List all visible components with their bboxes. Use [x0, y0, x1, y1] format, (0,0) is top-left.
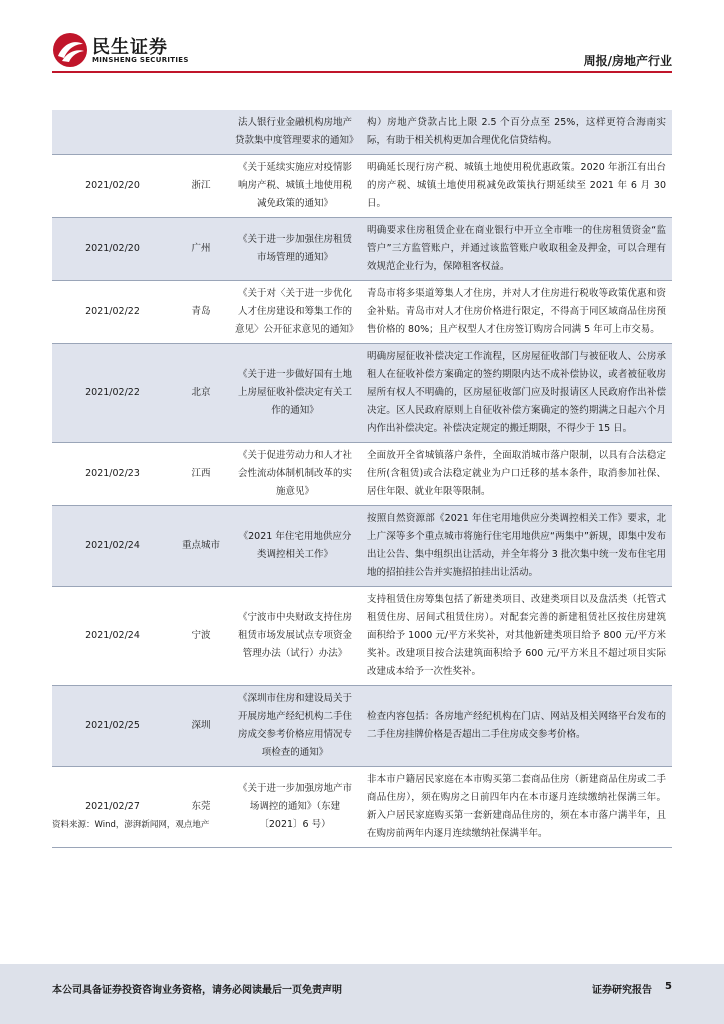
- logo-chinese-name: 民生证券: [92, 37, 168, 58]
- document-cell: 《关于延续实施应对疫情影响房产税、城镇土地使用税减免政策的通知》: [229, 155, 361, 218]
- region-cell: 江西: [173, 443, 229, 506]
- table-row: [52, 767, 672, 848]
- date-cell: 2021/02/25: [52, 686, 173, 767]
- content-cell: 明确房屋征收补偿决定工作流程，区房屋征收部门与被征收人、公房承租人在征收补偿方案确定的签约期限内达不成补偿协议，或者被征收房屋所有权人不明确的，区房屋征收部门应及时报请区人民政府作出补偿决定。区人民政府原则上自征收补偿方案确定的签约期满之日起六个月内作出补偿决定。补偿决定规定的搬迁期限，不得少于 15 日。: [361, 344, 672, 443]
- date-cell: 2021/02/22: [52, 281, 173, 344]
- report-type: 周报/房地产行业: [583, 54, 672, 68]
- document-cell: 《关于对〈关于进一步优化人才住房建设和筹集工作的意见〉公开征求意见的通知》: [229, 281, 361, 344]
- document-cell: 法人银行业金融机构房地产贷款集中度管理要求的通知》: [229, 110, 361, 155]
- document-cell: 《关于进一步加强住房租赁市场管理的通知》: [229, 218, 361, 281]
- document-cell: 《关于进一步加强房地产市场调控的通知》（东建〔2021〕6 号）: [229, 767, 361, 848]
- document-cell: 《深圳市住房和建设局关于开展房地产经纪机构二手住房成交参考价格应用情况专项检查的通知》: [229, 686, 361, 767]
- table-row: [52, 587, 672, 686]
- date-cell: 2021/02/20: [52, 155, 173, 218]
- date-cell: 2021/02/24: [52, 506, 173, 587]
- content-cell: 青岛市将多渠道筹集人才住房，并对人才住房进行税收等政策优惠和资金补贴。青岛市对人才住房价格进行限定，不得高于同区域商品住房预售价格的 80%；且产权型人才住房签订购房合同满 5 年可上市交易。: [361, 281, 672, 344]
- minsheng-logo-icon: [52, 32, 88, 68]
- date-cell: [52, 110, 173, 155]
- region-cell: 东莞: [173, 767, 229, 848]
- document-cell: 《关于进一步做好国有土地上房屋征收补偿决定有关工作的通知》: [229, 344, 361, 443]
- content-cell: 按照自然资源部《2021 年住宅用地供应分类调控相关工作》要求，北上广深等多个重点城市将施行住宅用地供应“两集中”新规，即集中发布出让公告、集中组织出让活动，并全年将分 3 批次集中统一发布住宅用地的招拍挂公告并实施招拍挂出让活动。: [361, 506, 672, 587]
- page-number: 5: [665, 981, 672, 992]
- region-cell: 北京: [173, 344, 229, 443]
- date-cell: 2021/02/23: [52, 443, 173, 506]
- content-cell: 检查内容包括：各房地产经纪机构在门店、网站及相关网络平台发布的二手住房挂牌价格是否超出二手住房成交参考价格。: [361, 686, 672, 767]
- document-cell: 《关于促进劳动力和人才社会性流动体制机制改革的实施意见》: [229, 443, 361, 506]
- region-cell: 深圳: [173, 686, 229, 767]
- logo-english-name: MINSHENG SECURITIES: [92, 56, 189, 64]
- footer-disclaimer: 本公司具备证券投资咨询业务资格，请务必阅读最后一页免责声明: [52, 985, 342, 996]
- region-cell: 重点城市: [173, 506, 229, 587]
- region-cell: 浙江: [173, 155, 229, 218]
- content-cell: 构）房地产贷款占比上限 2.5 个百分点至 25%，这样更符合海南实际，有助于相关机构更加合理优化信贷结构。: [361, 110, 672, 155]
- region-cell: [173, 110, 229, 155]
- company-logo: [52, 32, 202, 68]
- source-note: 资料来源：Wind，澎湃新闻网，观点地产: [52, 820, 210, 830]
- content-cell: 明确要求住房租赁企业在商业银行中开立全市唯一的住房租赁资金“监管户”三方监管账户，并通过该监管账户收取租金及押金，可以合理有效规范企业行为，保障租客权益。: [361, 218, 672, 281]
- document-cell: 《宁波市中央财政支持住房租赁市场发展试点专项资金管理办法（试行）办法》: [229, 587, 361, 686]
- table-row: [52, 281, 672, 344]
- region-cell: 宁波: [173, 587, 229, 686]
- date-cell: 2021/02/27: [52, 767, 173, 848]
- table-row: [52, 344, 672, 443]
- content-cell: 全面放开全省城镇落户条件，全面取消城市落户限制，以具有合法稳定住所(含租赁)或合法稳定就业为户口迁移的基本条件，取消参加社保、居住年限、就业年限等限制。: [361, 443, 672, 506]
- document-cell: 《2021 年住宅用地供应分类调控相关工作》: [229, 506, 361, 587]
- content-cell: 非本市户籍居民家庭在本市购买第二套商品住房（新建商品住房或二手商品住房），须在购房之日前四年内在本市逐月连续缴纳社保满三年。新入户居民家庭购买第一套新建商品住房的，须在本市落户满半年，且在购房前两年内逐月连续缴纳社保满半年。: [361, 767, 672, 848]
- table-row: [52, 218, 672, 281]
- content-cell: 支持租赁住房筹集包括了新建类项目、改建类项目以及盘活类（托管式租赁住房、居间式租赁住房）。对配套完善的新建租赁社区按住房建筑面积给予 1000 元/平方米奖补，对其他新建类项目给予 800 元/平方米奖补。改建项目按合法建筑面积给予 600 元/平方米且不超过项目实际改建成本给予一次性奖补。: [361, 587, 672, 686]
- date-cell: 2021/02/20: [52, 218, 173, 281]
- table-row: [52, 506, 672, 587]
- content-cell: 明确延长现行房产税、城镇土地使用税优惠政策。2020 年浙江有出台的房产税、城镇土地使用税减免政策执行期延续至 2021 年 6 月 30 日。: [361, 155, 672, 218]
- date-cell: 2021/02/22: [52, 344, 173, 443]
- table-row: [52, 443, 672, 506]
- date-cell: 2021/02/24: [52, 587, 173, 686]
- region-cell: 青岛: [173, 281, 229, 344]
- table-row: [52, 155, 672, 218]
- policy-table: [52, 110, 672, 848]
- table-row: [52, 686, 672, 767]
- header-divider: [52, 71, 672, 73]
- table-row: [52, 110, 672, 155]
- footer-report-label: 证券研究报告: [592, 985, 652, 996]
- page-header: [0, 0, 724, 80]
- region-cell: 广州: [173, 218, 229, 281]
